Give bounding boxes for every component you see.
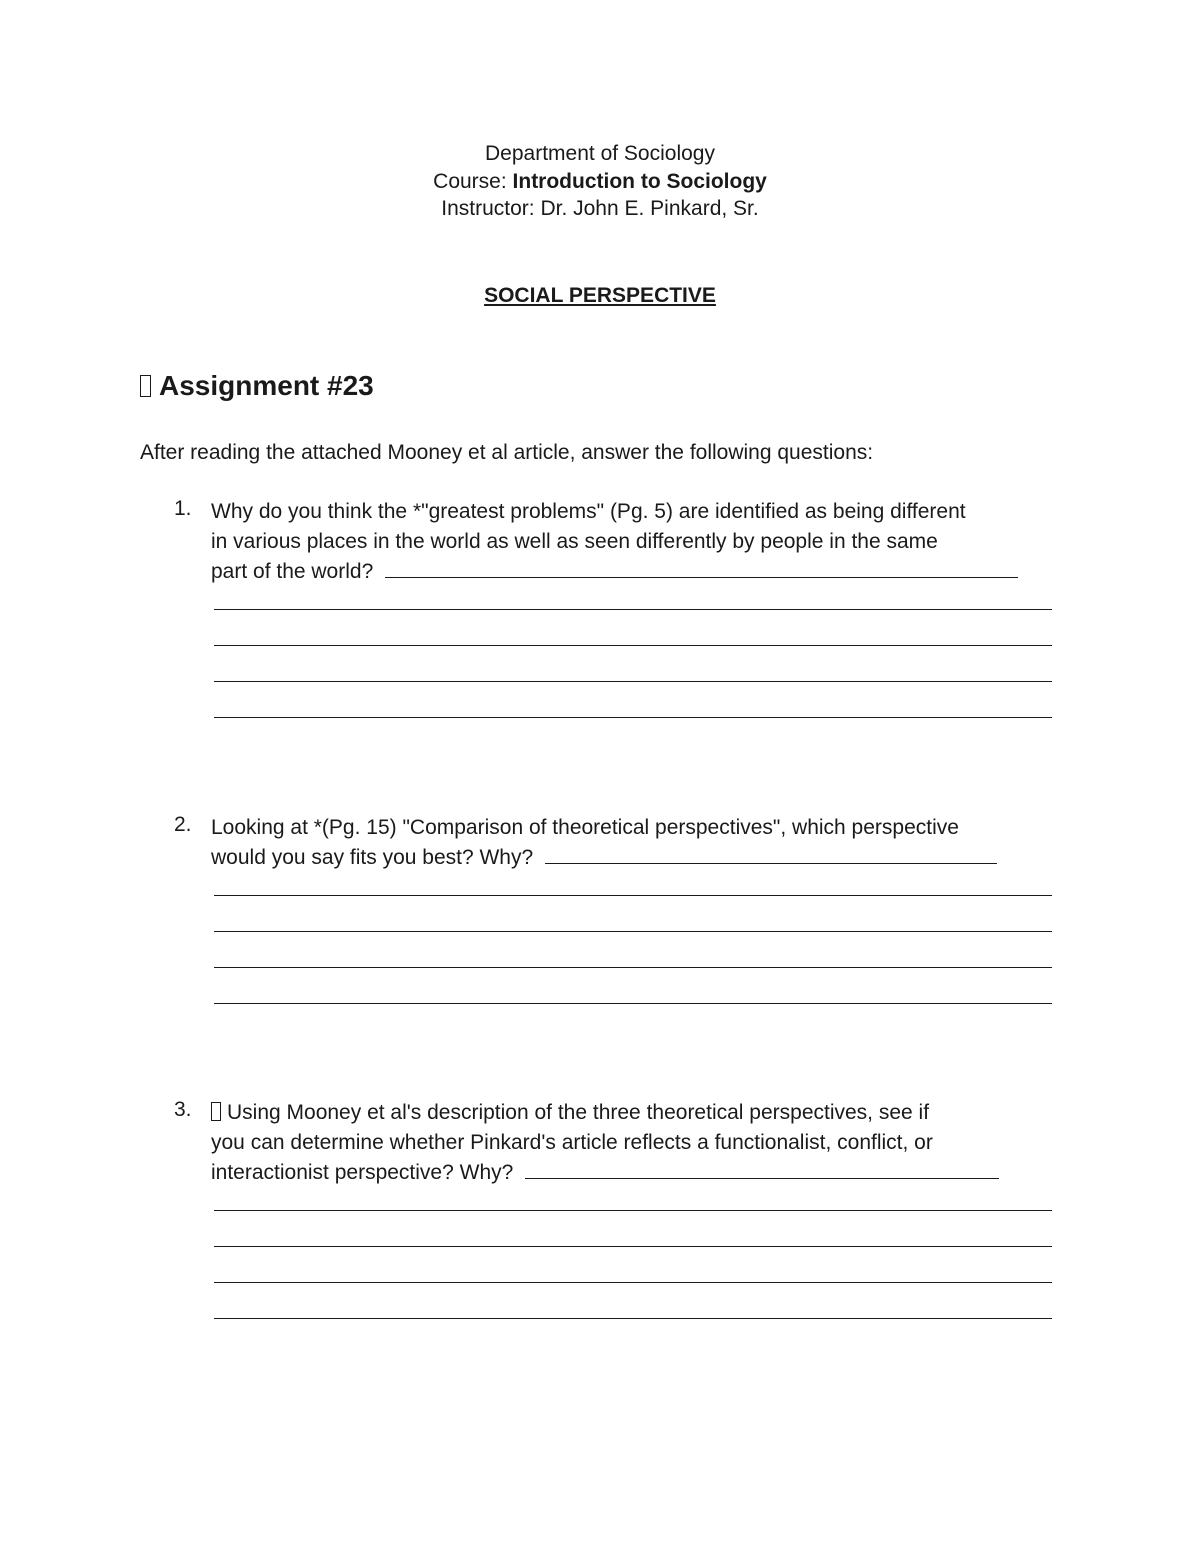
answer-line[interactable]	[211, 1224, 1056, 1260]
question-body	[211, 813, 1056, 1017]
question-body	[211, 1098, 1056, 1332]
question-line: part of the world?	[211, 560, 374, 583]
question-line-with-blank	[211, 557, 1056, 587]
assignment-label: Assignment #23	[159, 370, 374, 401]
course-label: Course:	[433, 169, 507, 193]
question-number: 3.	[174, 1098, 192, 1121]
answer-line[interactable]	[211, 1260, 1056, 1296]
course-line	[0, 168, 1200, 196]
answer-line[interactable]	[211, 623, 1056, 659]
question-line-with-blank	[211, 843, 1056, 873]
answer-line[interactable]	[211, 1188, 1056, 1224]
question-line: you can determine whether Pinkard's article reflects a functionalist, conflict, or	[211, 1131, 933, 1154]
department-name: Department of Sociology	[485, 142, 715, 165]
answer-line[interactable]	[211, 981, 1056, 1017]
assignment-heading	[140, 370, 374, 402]
answer-line[interactable]	[211, 695, 1056, 731]
page-title: SOCIAL PERSPECTIVE	[484, 284, 716, 307]
answer-line[interactable]	[211, 1296, 1056, 1332]
question-line: would you say fits you best? Why?	[211, 846, 534, 869]
question-line: in various places in the world as well as seen differently by people in the same	[211, 530, 938, 553]
answer-line[interactable]	[211, 945, 1056, 981]
answer-line[interactable]	[211, 587, 1056, 623]
instructions-text: After reading the attached Mooney et al article, answer the following questions:	[140, 441, 874, 464]
answer-line[interactable]	[211, 909, 1056, 945]
question-line-with-icon	[211, 1098, 1056, 1128]
answer-line[interactable]	[211, 873, 1056, 909]
answer-line[interactable]	[211, 659, 1056, 695]
question-number: 1.	[174, 497, 192, 520]
question-line: Using Mooney et al's description of the three theoretical perspectives, see if	[227, 1101, 930, 1124]
question-body	[211, 497, 1056, 731]
document-header	[0, 140, 1200, 223]
answer-blank[interactable]	[385, 559, 1018, 578]
missing-glyph-icon	[140, 375, 151, 397]
question-line: interactionist perspective? Why?	[211, 1161, 514, 1184]
question-line: Why do you think the *"greatest problems" (Pg. 5) are identified as being different	[211, 500, 966, 523]
question-line: Looking at *(Pg. 15) "Comparison of theoretical perspectives", which perspective	[211, 816, 959, 839]
course-name: Introduction to Sociology	[512, 169, 767, 193]
question-number: 2.	[174, 813, 192, 836]
instructor-line: Instructor: Dr. John E. Pinkard, Sr.	[441, 197, 759, 220]
missing-glyph-icon	[211, 1102, 221, 1121]
answer-blank[interactable]	[525, 1160, 999, 1179]
question-line-with-blank	[211, 1158, 1056, 1188]
answer-blank[interactable]	[545, 845, 997, 864]
